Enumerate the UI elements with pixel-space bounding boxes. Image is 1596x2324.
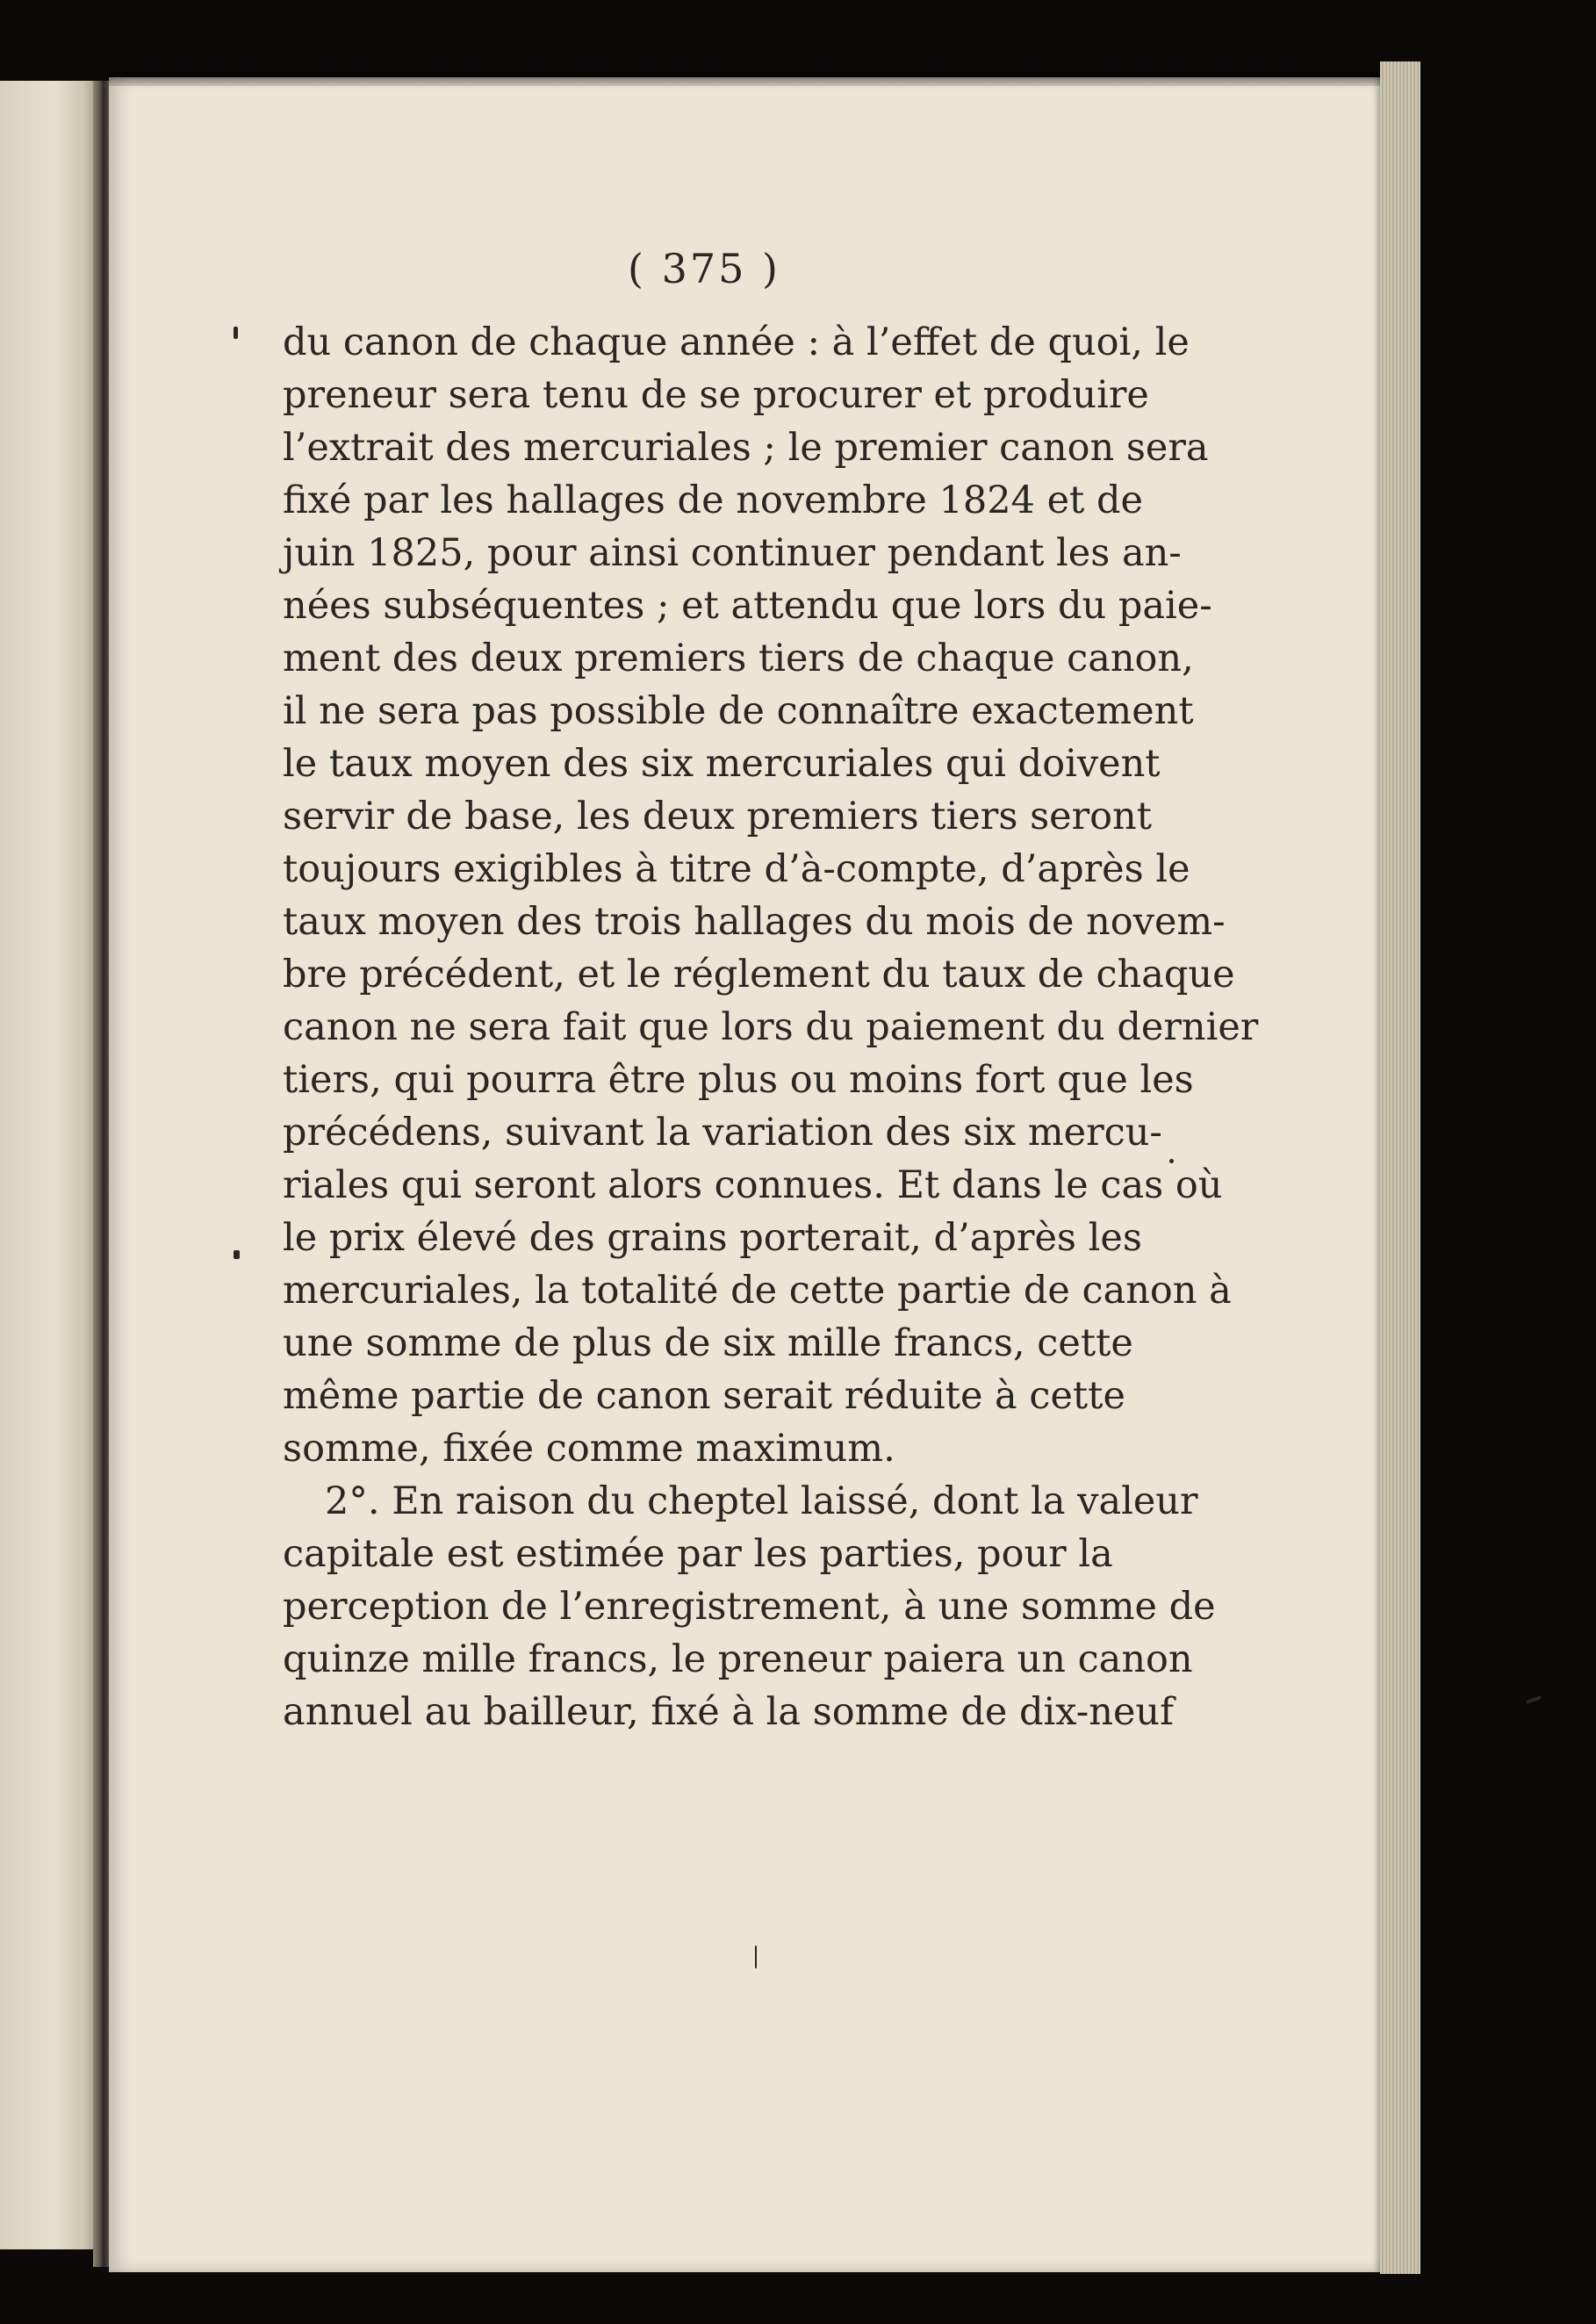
text-line: taux moyen des trois hallages du mois de novem- <box>283 900 1226 944</box>
page-fore-edge <box>1380 61 1420 2274</box>
text-line: perception de l’enregistrement, à une somme de <box>283 1585 1216 1629</box>
page-number: ( 375 ) <box>628 245 780 292</box>
text-line: quinze mille francs, le preneur paiera un canon <box>283 1637 1193 1681</box>
text-line: capitale est estimée par les parties, pour la <box>283 1532 1113 1576</box>
text-line: 2°. En raison du cheptel laissé, dont la valeur <box>325 1479 1198 1523</box>
text-line: l’extrait des mercuriales ; le premier canon sera <box>283 426 1209 470</box>
scan-dash-mark <box>1526 1695 1542 1704</box>
text-line: le prix élevé des grains porterait, d’après les <box>283 1216 1142 1260</box>
text-line: canon ne sera fait que lors du paiement du dernier <box>283 1005 1259 1049</box>
text-line: annuel au bailleur, fixé à la somme de dix-neuf <box>283 1690 1175 1734</box>
text-line: fixé par les hallages de novembre 1824 et de <box>283 478 1143 522</box>
margin-mark-top <box>234 327 238 339</box>
text-line: nées subséquentes ; et attendu que lors du paie- <box>283 584 1212 628</box>
text-line: il ne sera pas possible de connaître exactement <box>283 689 1194 733</box>
text-line: ment des deux premiers tiers de chaque canon, <box>283 637 1194 680</box>
text-line: même partie de canon serait réduite à cette <box>283 1374 1125 1418</box>
text-line: bre précédent, et le réglement du taux de chaque <box>283 953 1235 997</box>
text-line: servir de base, les deux premiers tiers seront <box>283 795 1153 838</box>
text-line: le taux moyen des six mercuriales qui doivent <box>283 742 1161 786</box>
text-line: juin 1825, pour ainsi continuer pendant les an- <box>283 531 1182 575</box>
page-top-shadow <box>109 72 1408 86</box>
text-line: mercuriales, la totalité de cette partie de canon à <box>283 1269 1232 1313</box>
text-line: tiers, qui pourra être plus ou moins fort que les <box>283 1058 1194 1102</box>
previous-page-edge <box>0 81 98 2249</box>
text-line: du canon de chaque année : à l’effet de quoi, le <box>283 320 1190 364</box>
text-line: précédens, suivant la variation des six mercu- <box>283 1111 1162 1155</box>
text-line: une somme de plus de six mille francs, cette <box>283 1321 1133 1365</box>
text-line: preneur sera tenu de se procurer et produire <box>283 373 1149 417</box>
margin-mark-middle <box>234 1250 240 1259</box>
text-line: toujours exigibles à titre d’à-compte, d’après le <box>283 847 1190 891</box>
text-line: somme, fixée comme maximum. <box>283 1427 895 1471</box>
text-line: riales qui seront alors connues. Et dans le cas où <box>283 1163 1223 1207</box>
margin-tick-bottom <box>755 1946 757 1968</box>
